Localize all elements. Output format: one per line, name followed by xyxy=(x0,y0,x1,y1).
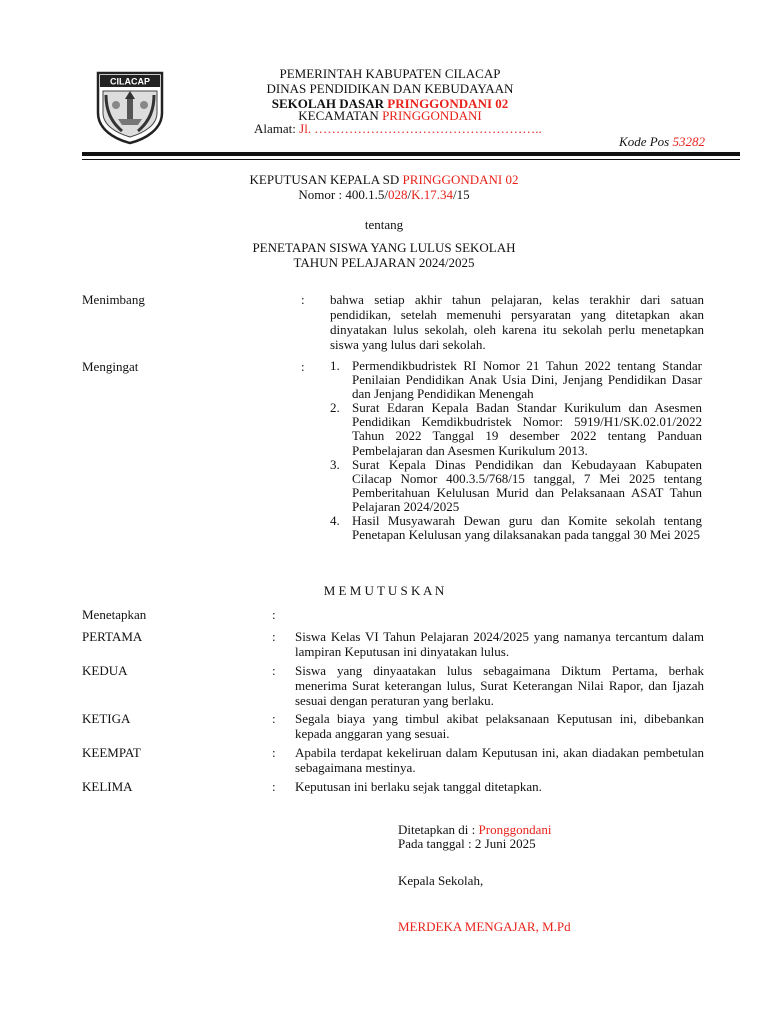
decision-label: KELIMA xyxy=(82,779,133,794)
signature-date xyxy=(398,836,536,852)
list-item-text: Surat Kepala Dinas Pendidikan dan Kebudayaan Kabupaten Cilacap Nomor 400.3.5/768/15 tanggal, 7 Mei 2025 tentang Pemberitahuan Kelulusan Murid dan Pelaksanaan ASAT Tahun Pelajaran 2024/2025 xyxy=(352,456,702,514)
decree-number-prefix: Nomor : 400.1.5/ xyxy=(298,187,388,202)
decision-text: Siswa yang dinyaatakan lulus sebagaimana Diktum Pertama, berhak menerima Surat keterangan lulus, Surat Keterangan Nilai Rapor, dan Ijazah sesuai dengan peraturan yang berlaku. xyxy=(295,663,704,708)
menimbang-label: Menimbang xyxy=(82,292,145,307)
decision-label: KETIGA xyxy=(82,711,131,726)
list-number: 4. xyxy=(330,513,340,529)
list-item-text: Permendikbudristek RI Nomor 21 Tahun 2022 tentang Standar Penilaian Pendidikan Anak Usia Dini, Jenjang Pendidikan Dasar dan Jenjang Pendidikan Menengah xyxy=(352,358,702,402)
list-item xyxy=(330,401,702,457)
decree-title xyxy=(0,172,768,188)
list-item xyxy=(330,458,702,514)
address-value: Jl. …………………………………………….. xyxy=(299,121,542,136)
address-line xyxy=(254,121,542,137)
list-number: 3. xyxy=(330,456,340,472)
logo-text: CILACAP xyxy=(110,76,150,87)
memutuskan-heading: M E M U T U S K A N xyxy=(323,583,445,598)
menimbang-text: bahwa setiap akhir tahun pelajaran, kelas terakhir dari satuan pendidikan, setelah memenuhi persyaratan yang ditetapkan akan dinyatakan lulus sekolah, oleh karena itu sekolah perlu menetapkan siswa yang lulus dari sekolah. xyxy=(330,292,704,352)
list-number: 1. xyxy=(330,358,340,373)
decision-label: Menetapkan xyxy=(82,607,147,622)
decree-number-sep: / xyxy=(407,187,412,202)
list-item-text: Surat Edaran Kepala Badan Standar Kurikulum dan Asesmen Pendidikan Kemdikbudristek Nomor: 5919/H1/SK.02.01/2022 Tahun 2022 Tanggal 19 desember 2022 tentang Panduan Pembelajaran dan Asesmen Kurikulum 2013. xyxy=(352,400,702,458)
mengingat-list xyxy=(330,359,702,542)
list-item xyxy=(330,514,702,542)
decision-label: KEEMPAT xyxy=(82,745,141,760)
decision-colon: : xyxy=(272,779,276,794)
decree-title-school: PRINGGONDANI 02 xyxy=(402,172,519,187)
district-name: PRINGGONDANI xyxy=(382,108,482,123)
list-item-text: Hasil Musyawarah Dewan guru dan Komite sekolah tentang Penetapan Kelulusan yang dilaksanakan pada tanggal 30 Mei 2025 xyxy=(352,513,702,543)
postcode-line xyxy=(619,134,705,150)
district-prefix: KECAMATAN xyxy=(298,108,383,123)
decision-label: KEDUA xyxy=(82,663,128,678)
school-name: PRINGGONDANI 02 xyxy=(387,96,509,111)
list-item xyxy=(330,359,702,401)
department-name: DINAS PENDIDIKAN DAN KEBUDAYAAN xyxy=(266,81,514,96)
school-prefix: SEKOLAH DASAR xyxy=(271,96,388,111)
decision-text: Segala biaya yang timbul akibat pelaksanaan Keputusan ini, dibebankan kepada anggaran yang sesuai. xyxy=(295,711,704,741)
cilacap-emblem-logo xyxy=(94,69,166,145)
address-label: Alamat: xyxy=(254,121,300,136)
date-value: 2 Juni 2025 xyxy=(474,836,536,851)
mengingat-colon: : xyxy=(301,359,305,374)
decision-text: Apabila terdapat kekeliruan dalam Keputusan ini, akan diadakan pembetulan sebagaimana mestinya. xyxy=(295,745,704,775)
postcode-value: 53282 xyxy=(672,134,705,149)
tentang-label: tentang xyxy=(364,217,404,232)
decree-subject-line2: TAHUN PELAJARAN 2024/2025 xyxy=(293,255,475,270)
decision-colon: : xyxy=(272,607,276,622)
decree-number-suffix: /15 xyxy=(452,187,470,202)
place-label: Ditetapkan di : xyxy=(398,822,476,837)
decree-number xyxy=(0,187,768,203)
decision-colon: : xyxy=(272,629,276,644)
date-label: Pada tanggal : xyxy=(398,836,472,851)
decree-title-prefix: KEPUTUSAN KEPALA SD xyxy=(249,172,403,187)
signature-name: MERDEKA MENGAJAR, M.Pd xyxy=(398,919,571,934)
postcode-label: Kode Pos xyxy=(619,134,673,149)
list-number: 2. xyxy=(330,400,340,416)
government-name: PEMERINTAH KABUPATEN CILACAP xyxy=(279,66,501,81)
decision-label: PERTAMA xyxy=(82,629,143,644)
letterhead-divider-thick xyxy=(82,152,740,156)
decision-colon: : xyxy=(272,711,276,726)
place-value: Pronggondani xyxy=(478,822,552,837)
decision-colon: : xyxy=(272,663,276,678)
mengingat-label: Mengingat xyxy=(82,359,139,374)
decision-colon: : xyxy=(272,745,276,760)
decree-subject-line1: PENETAPAN SISWA YANG LULUS SEKOLAH xyxy=(252,240,516,255)
letterhead-divider-thin xyxy=(82,159,740,160)
menimbang-colon: : xyxy=(301,292,305,307)
decree-number-part1: 028 xyxy=(387,187,408,202)
decision-text: Siswa Kelas VI Tahun Pelajaran 2024/2025 yang namanya tercantum dalam lampiran Keputusan ini dinyatakan lulus. xyxy=(295,629,704,659)
decision-text: Keputusan ini berlaku sejak tanggal ditetapkan. xyxy=(295,779,542,794)
signature-role: Kepala Sekolah, xyxy=(398,873,484,888)
decree-number-part2: K.17.34 xyxy=(411,187,453,202)
